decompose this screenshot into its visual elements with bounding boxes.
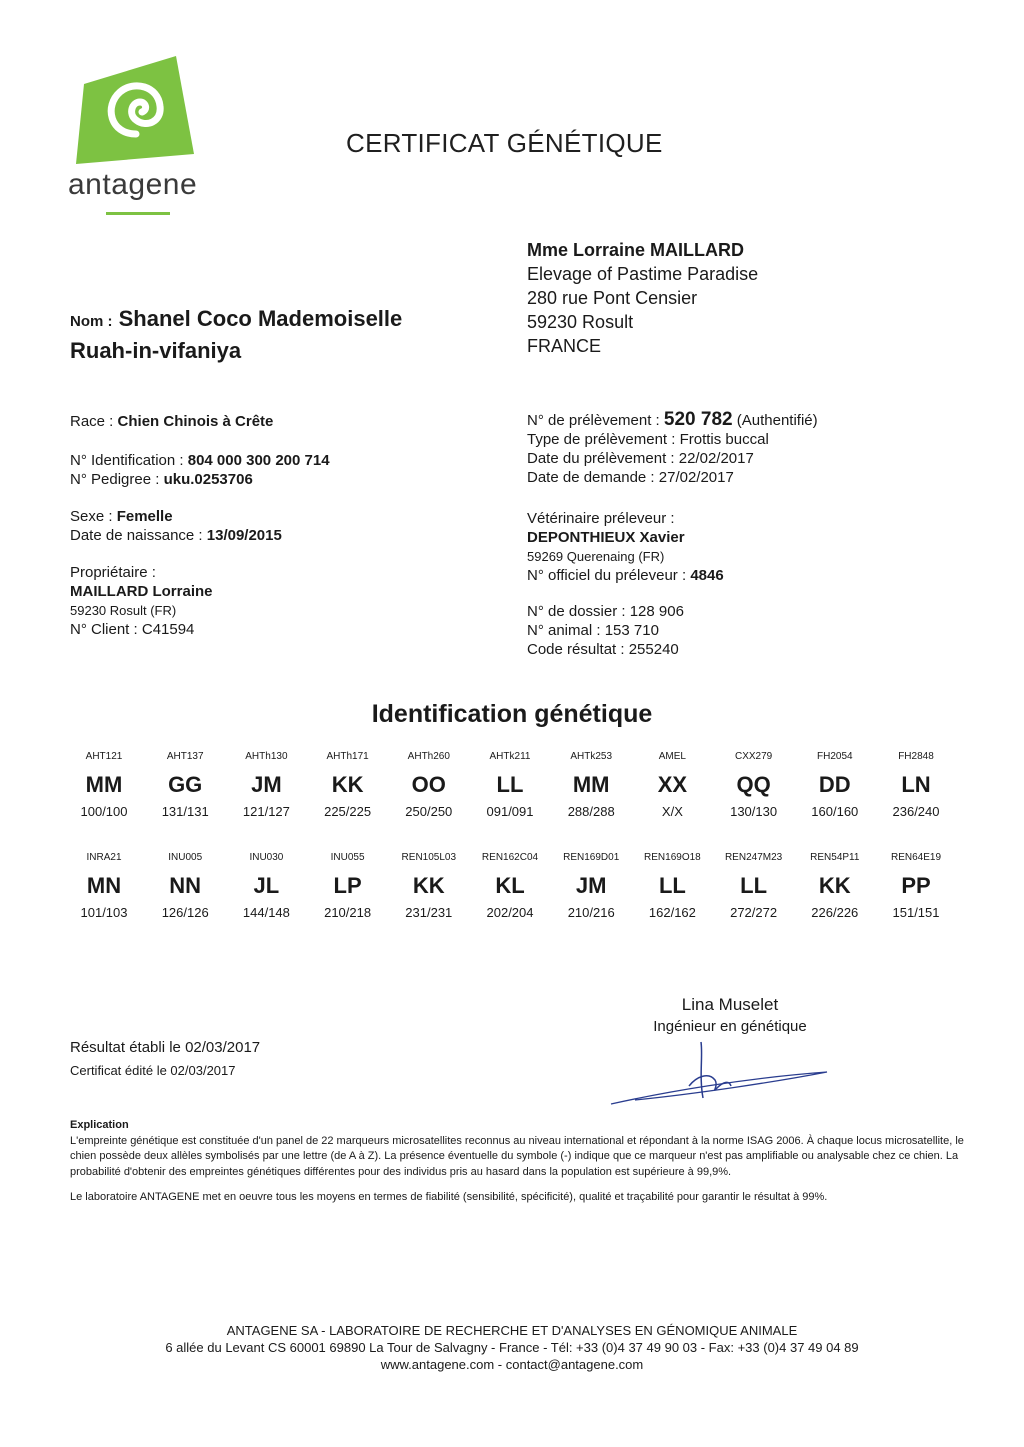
marker-cell xyxy=(389,852,469,920)
marker-cell xyxy=(632,852,712,920)
client-value: C41594 xyxy=(141,621,195,638)
antagene-logo xyxy=(76,56,194,164)
owner-label: Propriétaire : xyxy=(70,564,156,581)
owner-name: MAILLARD Lorraine xyxy=(70,583,213,600)
marker-geno: LL xyxy=(740,873,768,898)
sample-num-label: N° de prélèvement : xyxy=(527,412,660,429)
marker-cell xyxy=(551,852,631,920)
file-code: Code résultat : 255240 xyxy=(527,641,679,658)
marker-cell xyxy=(145,751,225,819)
marker-code: REN169O18 xyxy=(644,852,701,863)
pedigree-label: N° Pedigree : xyxy=(70,471,160,488)
marker-geno: JM xyxy=(251,772,282,797)
birth-label: Date de naissance : xyxy=(70,527,203,544)
sample-type: Type de prélèvement : Frottis buccal xyxy=(527,431,769,448)
marker-cell xyxy=(308,751,388,819)
file-animal: N° animal : 153 710 xyxy=(527,622,659,639)
recipient-line: 59230 Rosult xyxy=(527,312,634,332)
marker-alleles: 091/091 xyxy=(486,804,534,819)
file-block xyxy=(527,602,684,659)
marker-cell xyxy=(632,751,712,819)
marker-cell xyxy=(795,751,875,819)
marker-alleles: 151/151 xyxy=(892,905,940,920)
dog-name xyxy=(70,304,402,365)
certificate-title: CERTIFICAT GÉNÉTIQUE xyxy=(346,128,663,158)
marker-alleles: 162/162 xyxy=(648,905,696,920)
vet-official-value: 4846 xyxy=(690,567,724,584)
marker-alleles: 121/127 xyxy=(242,804,290,819)
sample-block xyxy=(527,410,818,487)
genetics-title: Identification génétique xyxy=(371,700,653,728)
marker-alleles: 100/100 xyxy=(80,804,128,819)
sexe-value: Femelle xyxy=(116,508,173,525)
marker-code: REN162C04 xyxy=(481,852,539,863)
certificate-edited: Certificat édité le 02/03/2017 xyxy=(70,1063,236,1078)
marker-code: REN54P11 xyxy=(810,852,860,863)
marker-code: AHTh171 xyxy=(326,751,369,762)
logo-text: antagene xyxy=(68,168,198,201)
marker-cell xyxy=(64,751,144,819)
explanation-para1: L'empreinte génétique est constituée d'un panel de 22 marqueurs microsatellites reconnus au niveau international et répondant à la norme ISAG 2006. À chaque locus microsatellite, le chien possède deux allèles symbolisés par une lettre (de A à Z). La présence éventuelle du symbole (-) indique que ce marqueur n'est pas amplifiable ou analysable chez ce chien. La probabilité d'obtenir des empreintes génétiques différentes pour des individus pris au hasard dans la population est supérieure à 99,9%. xyxy=(70,1134,964,1178)
marker-geno: MM xyxy=(85,772,123,797)
pedigree-value: uku.0253706 xyxy=(163,471,253,488)
marker-geno: PP xyxy=(901,873,931,898)
marker-cell xyxy=(64,852,144,920)
marker-cell xyxy=(226,852,306,920)
owner-city: 59230 Rosult (FR) xyxy=(70,603,177,618)
race-value: Chien Chinois à Crête xyxy=(117,413,274,430)
explanation-heading: Explication xyxy=(70,1119,129,1131)
sample-num-value: 520 782 xyxy=(663,409,733,430)
marker-code: REN64E19 xyxy=(890,852,942,863)
handwritten-signature-icon xyxy=(605,1036,835,1116)
marker-geno: MN xyxy=(86,873,122,898)
marker-geno: LN xyxy=(901,772,931,797)
marker-code: INRA21 xyxy=(86,852,122,863)
signatory-name: Lina Muselet xyxy=(681,995,779,1014)
owner-block xyxy=(70,563,213,639)
marker-alleles: 101/103 xyxy=(80,905,128,920)
marker-code: FH2848 xyxy=(898,751,934,762)
marker-cell xyxy=(795,852,875,920)
marker-geno: KK xyxy=(331,772,364,797)
marker-alleles: 236/240 xyxy=(892,804,940,819)
marker-cell xyxy=(145,852,225,920)
marker-code: CXX279 xyxy=(734,751,773,762)
marker-alleles: X/X xyxy=(661,804,683,819)
recipient-name: Mme Lorraine MAILLARD xyxy=(527,240,745,260)
marker-geno: QQ xyxy=(736,772,771,797)
marker-geno: NN xyxy=(169,873,202,898)
recipient-line: 280 rue Pont Censier xyxy=(527,288,698,308)
result-established: Résultat établi le 02/03/2017 xyxy=(70,1039,261,1056)
marker-geno: LL xyxy=(658,873,686,898)
vet-name: DEPONTHIEUX Xavier xyxy=(527,529,685,546)
explanation xyxy=(70,1118,970,1206)
recipient-address xyxy=(527,238,758,358)
marker-code: INU005 xyxy=(168,852,203,863)
marker-geno: LL xyxy=(496,772,524,797)
marker-cell xyxy=(876,852,956,920)
marker-geno: MM xyxy=(572,772,610,797)
marker-cell xyxy=(470,852,550,920)
footer-line2: 6 allée du Levant CS 60001 69890 La Tour de Salvagny - France - Tél: +33 (0)4 37 49 90 03 - Fax: +33 (0)4 37 49 04 89 xyxy=(165,1340,859,1355)
marker-code: INU055 xyxy=(330,852,365,863)
recipient-line: FRANCE xyxy=(527,336,602,356)
marker-alleles: 202/204 xyxy=(486,905,534,920)
marker-geno: XX xyxy=(657,772,688,797)
explanation-para2: Le laboratoire ANTAGENE met en oeuvre tous les moyens en termes de fiabilité (sensibilité, spécificité), qualité et traçabilité pour garantir le résultat à 99%. xyxy=(70,1191,828,1203)
marker-cell xyxy=(226,751,306,819)
signature-block xyxy=(610,995,850,1035)
marker-cell xyxy=(308,852,388,920)
marker-cell xyxy=(551,751,631,819)
marker-geno: JM xyxy=(575,873,607,898)
signatory-role: Ingénieur en génétique xyxy=(653,1018,807,1035)
race-line xyxy=(70,412,273,431)
recipient-line: Elevage of Pastime Paradise xyxy=(527,264,759,284)
dog-name-line2: Ruah-in-vifaniya xyxy=(70,338,242,363)
marker-cell xyxy=(389,751,469,819)
marker-alleles: 231/231 xyxy=(405,905,453,920)
race-label: Race : xyxy=(70,413,114,430)
marker-alleles: 131/131 xyxy=(161,804,209,819)
marker-geno: DD xyxy=(818,772,851,797)
marker-alleles: 144/148 xyxy=(242,905,290,920)
marker-geno: KK xyxy=(818,873,851,898)
sample-num-suffix: (Authentifié) xyxy=(736,412,818,429)
identification-block xyxy=(70,451,330,489)
marker-code: AHTh130 xyxy=(245,751,288,762)
vet-official-label: N° officiel du préleveur : xyxy=(527,567,687,584)
marker-alleles: 210/218 xyxy=(324,905,372,920)
marker-cell xyxy=(470,751,550,819)
sample-date: Date du prélèvement : 22/02/2017 xyxy=(527,450,754,467)
nom-label: Nom : xyxy=(70,313,113,330)
marker-geno: LP xyxy=(333,873,362,898)
marker-geno: KK xyxy=(412,873,445,898)
file-dossier: N° de dossier : 128 906 xyxy=(527,603,684,620)
marker-code: AHTk211 xyxy=(489,751,531,762)
client-label: N° Client : xyxy=(70,621,138,638)
marker-code: REN247M23 xyxy=(724,852,783,863)
marker-alleles: 210/216 xyxy=(567,905,615,920)
marker-code: AMEL xyxy=(658,751,686,762)
marker-alleles: 250/250 xyxy=(405,804,453,819)
marker-geno: OO xyxy=(411,772,446,797)
birth-value: 13/09/2015 xyxy=(206,527,282,544)
vet-label: Vétérinaire préleveur : xyxy=(527,510,675,527)
footer-line1: ANTAGENE SA - LABORATOIRE DE RECHERCHE ET D'ANALYSES EN GÉNOMIQUE ANIMALE xyxy=(226,1323,798,1338)
marker-code: AHT137 xyxy=(166,751,204,762)
marker-code: AHT121 xyxy=(85,751,123,762)
ident-label: N° Identification : xyxy=(70,452,184,469)
marker-geno: KL xyxy=(495,873,525,898)
marker-code: REN105L03 xyxy=(401,852,457,863)
marker-alleles: 160/160 xyxy=(811,804,859,819)
marker-code: REN169D01 xyxy=(563,852,620,863)
marker-cell xyxy=(714,852,794,920)
marker-code: INU030 xyxy=(249,852,284,863)
footer xyxy=(0,1322,1024,1373)
marker-alleles: 130/130 xyxy=(730,804,778,819)
marker-alleles: 288/288 xyxy=(567,804,615,819)
marker-code: AHTk253 xyxy=(570,751,613,762)
sample-request: Date de demande : 27/02/2017 xyxy=(527,469,734,486)
marker-cell xyxy=(714,751,794,819)
marker-alleles: 272/272 xyxy=(730,905,778,920)
marker-geno: JL xyxy=(253,873,280,898)
vet-city: 59269 Querenaing (FR) xyxy=(527,549,665,564)
logo-underline xyxy=(106,212,170,215)
dog-name-line1: Shanel Coco Mademoiselle xyxy=(118,306,403,331)
marker-alleles: 126/126 xyxy=(161,905,209,920)
marker-alleles: 225/225 xyxy=(324,804,372,819)
marker-code: FH2054 xyxy=(817,751,853,762)
spiral-logo-icon xyxy=(76,56,194,164)
sex-birth-block xyxy=(70,507,282,545)
sexe-label: Sexe : xyxy=(70,508,113,525)
marker-cell xyxy=(876,751,956,819)
marker-code: AHTh260 xyxy=(407,751,450,762)
marker-geno: GG xyxy=(168,772,203,797)
footer-line3: www.antagene.com - contact@antagene.com xyxy=(380,1357,644,1372)
marker-alleles: 226/226 xyxy=(811,905,859,920)
ident-value: 804 000 300 200 714 xyxy=(187,452,330,469)
vet-block xyxy=(527,509,724,585)
